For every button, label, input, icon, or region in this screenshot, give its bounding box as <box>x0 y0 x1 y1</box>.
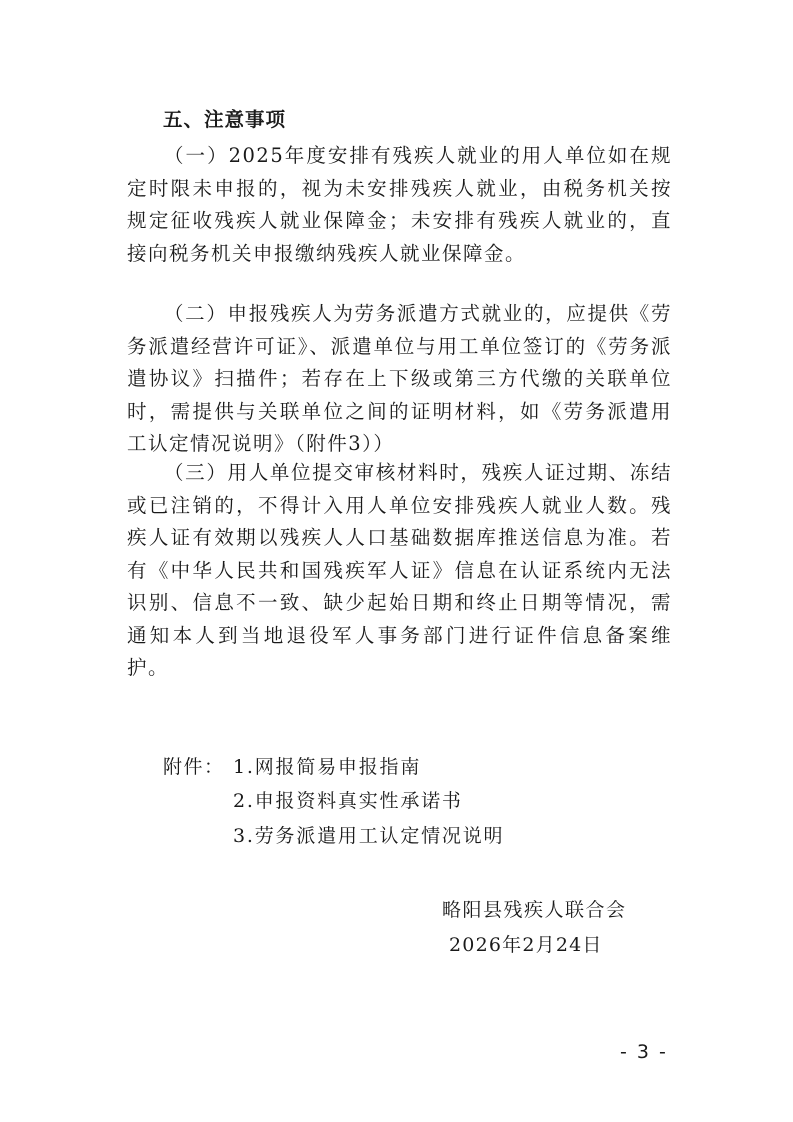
notice-paragraph-1: （一）2025年度安排有残疾人就业的用人单位如在规定时限未申报的，视为未安排残疾人就业，由税务机关按规定征收残疾人就业保障金；未安排有残疾人就业的，直接向税务机关申报缴纳残疾人就业保障金。 <box>127 144 672 265</box>
signature-date: 2026年2月24日 <box>449 934 603 956</box>
attachment-item-3: 3.劳务派遣用工认定情况说明 <box>233 825 505 847</box>
attachments-label: 附件： <box>163 756 225 778</box>
signature-organization: 略阳县残疾人联合会 <box>442 899 627 921</box>
attachment-item-1: 1.网报简易申报指南 <box>233 756 422 778</box>
notice-paragraph-2: （二）申报残疾人为劳务派遣方式就业的，应提供《劳务派遣经营许可证》、派遣单位与用工单位签订的《劳务派遣协议》扫描件；若存在上下级或第三方代缴的关联单位时，需提供与关联单位之间的证明材料，如《劳务派遣用工认定情况说明》（附件3）） <box>127 302 672 455</box>
section-heading: 五、注意事项 <box>163 108 287 131</box>
page-number: - 3 - <box>620 1041 668 1063</box>
notice-paragraph-3: （三）用人单位提交审核材料时，残疾人证过期、冻结或已注销的，不得计入用人单位安排残疾人就业人数。残疾人证有效期以残疾人人口基础数据库推送信息为准。若有《中华人民共和国残疾军人证》信息在认证系统内无法识别、信息不一致、缺少起始日期和终止日期等情况，需通知本人到当地退役军人事务部门进行证件信息备案维护。 <box>127 461 672 679</box>
attachment-item-2: 2.申报资料真实性承诺书 <box>233 790 463 812</box>
